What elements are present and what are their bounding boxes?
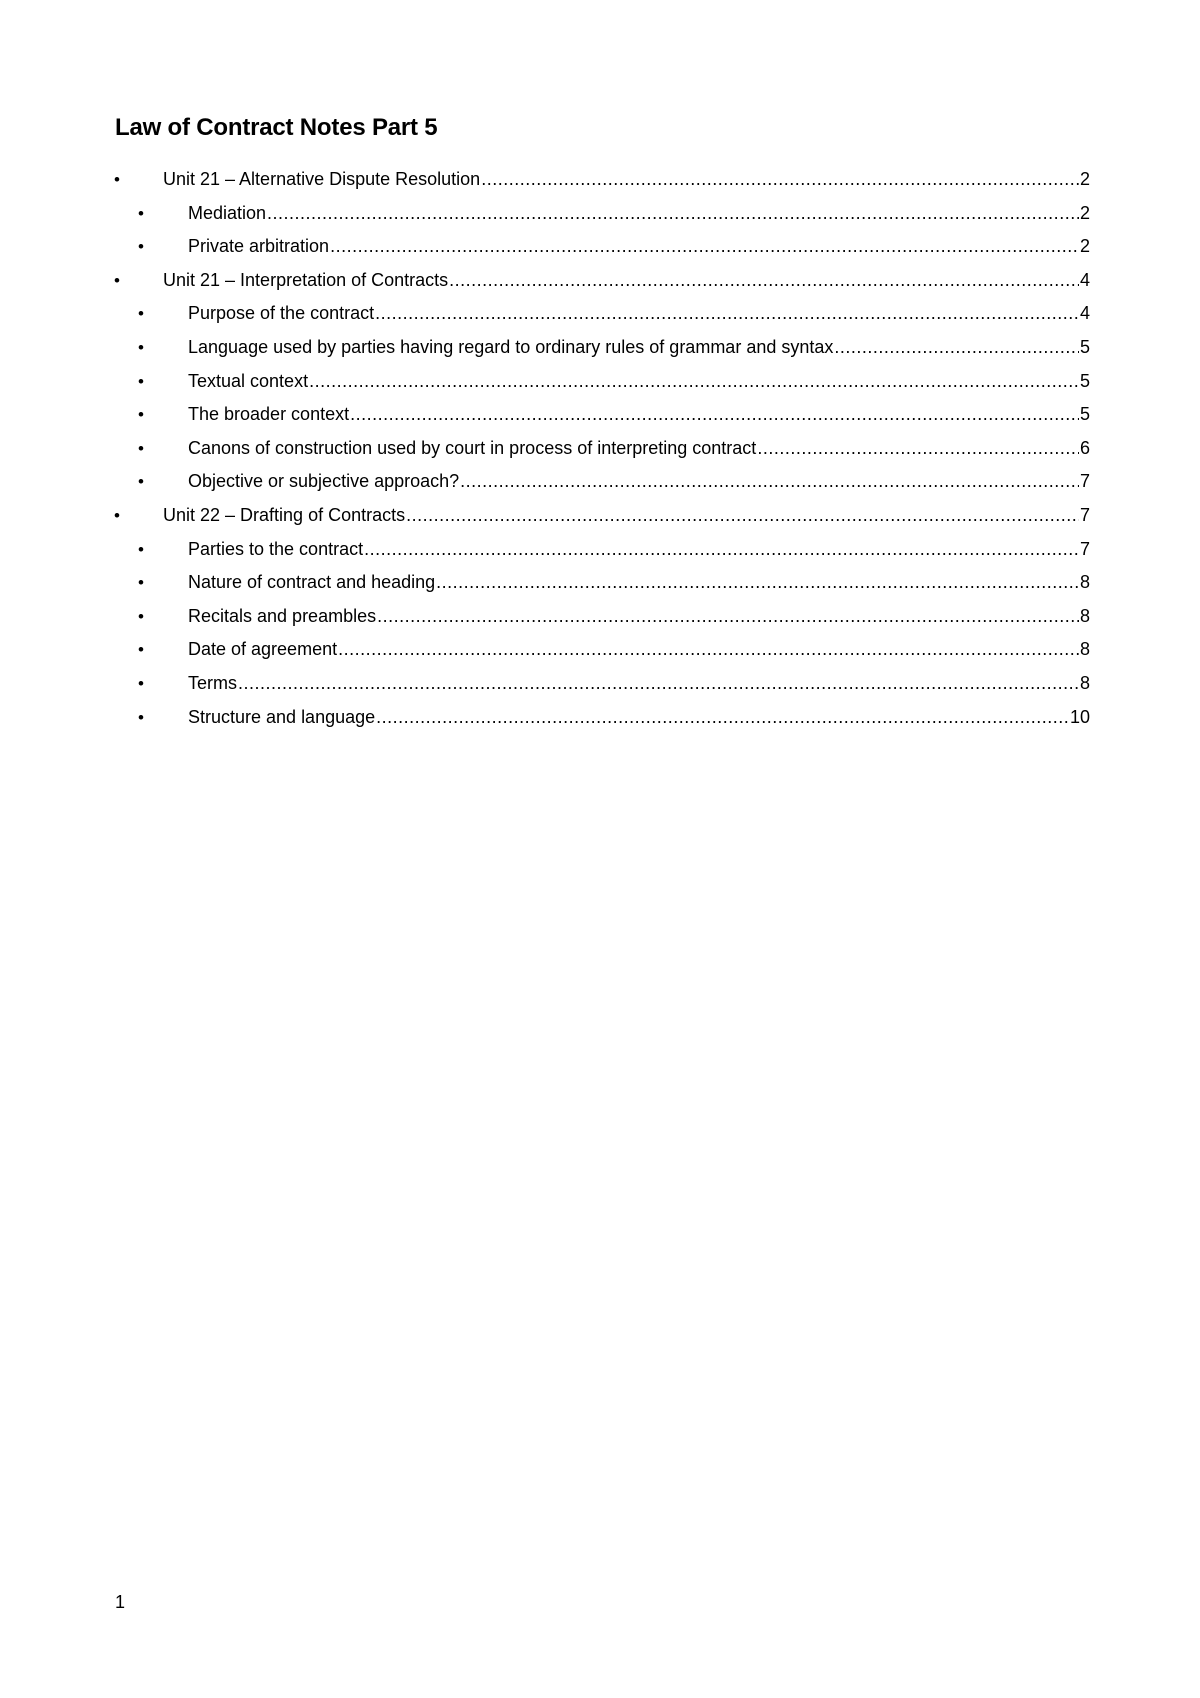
dot-leader — [460, 465, 1079, 499]
toc-entry[interactable] — [110, 566, 1090, 600]
dot-leader — [406, 499, 1079, 533]
toc-line — [188, 533, 1090, 567]
toc-line — [188, 701, 1090, 735]
dot-leader — [338, 633, 1079, 667]
toc-page-number: 7 — [1079, 504, 1090, 525]
toc-line — [188, 633, 1090, 667]
toc-entry-text: Textual context — [188, 370, 309, 391]
dot-leader — [350, 398, 1079, 432]
toc-page-number: 10 — [1069, 706, 1090, 727]
toc-entry[interactable] — [110, 432, 1090, 466]
toc-entry-text: Language used by parties having regard to ordinary rules of grammar and syntax — [188, 336, 834, 357]
toc-line — [163, 264, 1090, 298]
document-title: Law of Contract Notes Part 5 — [115, 114, 438, 141]
dot-leader — [757, 432, 1079, 466]
toc-entry-text: Private arbitration — [188, 236, 330, 257]
toc-entry-text: Purpose of the contract — [188, 303, 375, 324]
dot-leader — [376, 701, 1069, 735]
toc-line — [163, 163, 1090, 197]
toc-entry[interactable] — [110, 398, 1090, 432]
toc-page-number: 7 — [1079, 471, 1090, 492]
dot-leader — [309, 365, 1079, 399]
toc-page-number: 8 — [1079, 572, 1090, 593]
toc-entry-text: Parties to the contract — [188, 538, 364, 559]
toc-page-number: 8 — [1079, 639, 1090, 660]
bullet-icon: • — [114, 170, 120, 189]
toc-line — [188, 667, 1090, 701]
toc-line — [188, 566, 1090, 600]
toc-page-number: 2 — [1079, 202, 1090, 223]
toc-line — [188, 432, 1090, 466]
toc-page-number: 2 — [1079, 169, 1090, 189]
bullet-icon: • — [138, 640, 144, 660]
toc-entry[interactable] — [110, 600, 1090, 634]
toc-entry[interactable] — [110, 331, 1090, 365]
toc-entry-text: Nature of contract and heading — [188, 572, 436, 593]
toc-page-number: 5 — [1079, 404, 1090, 425]
toc-entry-text: Terms — [188, 672, 237, 693]
dot-leader — [834, 331, 1079, 365]
bullet-icon: • — [114, 505, 120, 525]
toc-page-number: 5 — [1079, 336, 1090, 357]
bullet-icon: • — [114, 270, 120, 290]
toc-entry[interactable] — [110, 667, 1090, 701]
toc-line — [188, 230, 1090, 264]
toc-entry[interactable] — [110, 365, 1090, 399]
bullet-icon: • — [138, 304, 144, 324]
dot-leader — [330, 230, 1079, 264]
toc-line — [188, 331, 1090, 365]
dot-leader — [481, 163, 1079, 197]
toc-line — [163, 499, 1090, 533]
page-number: 1 — [115, 1592, 126, 1612]
toc-entry-text: Date of agreement — [188, 639, 338, 660]
bullet-icon: • — [138, 472, 144, 492]
bullet-icon: • — [138, 539, 144, 559]
toc-page-number: 4 — [1079, 269, 1090, 290]
toc-entry-text: Recitals and preambles — [188, 605, 377, 626]
toc-entry-text: The broader context — [188, 404, 350, 425]
toc-line — [188, 465, 1090, 499]
toc-page-number: 7 — [1079, 538, 1090, 559]
toc-entry-text: Unit 22 – Drafting of Contracts — [163, 504, 406, 525]
bullet-icon: • — [138, 203, 144, 223]
toc-page-number: 2 — [1079, 236, 1090, 257]
dot-leader — [238, 667, 1079, 701]
bullet-icon: • — [138, 337, 144, 357]
dot-leader — [377, 600, 1079, 634]
toc-entry[interactable] — [110, 230, 1090, 264]
toc-entry[interactable] — [110, 499, 1090, 533]
toc-entry[interactable] — [110, 533, 1090, 567]
toc-line — [188, 398, 1090, 432]
toc-entry-text: Unit 21 – Interpretation of Contracts — [163, 269, 449, 290]
toc-page-number: 4 — [1079, 303, 1090, 324]
toc-page-number: 8 — [1079, 605, 1090, 626]
table-of-contents — [110, 163, 1090, 734]
toc-page-number: 5 — [1079, 370, 1090, 391]
toc-entry-text: Structure and language — [188, 706, 376, 727]
toc-line — [188, 297, 1090, 331]
toc-entry-text: Unit 21 – Alternative Dispute Resolution — [163, 169, 481, 189]
dot-leader — [436, 566, 1079, 600]
toc-entry[interactable] — [110, 701, 1090, 735]
bullet-icon: • — [138, 405, 144, 425]
toc-entry-text: Objective or subjective approach? — [188, 471, 460, 492]
toc-entry[interactable] — [110, 465, 1090, 499]
toc-entry[interactable] — [110, 633, 1090, 667]
bullet-icon: • — [138, 573, 144, 593]
toc-line — [188, 197, 1090, 231]
bullet-icon: • — [138, 606, 144, 626]
toc-entry[interactable] — [110, 197, 1090, 231]
bullet-icon: • — [138, 237, 144, 257]
dot-leader — [375, 297, 1079, 331]
dot-leader — [364, 533, 1079, 567]
toc-entry-text: Mediation — [188, 202, 267, 223]
toc-entry[interactable] — [110, 264, 1090, 298]
dot-leader — [449, 264, 1079, 298]
bullet-icon: • — [138, 673, 144, 693]
bullet-icon: • — [138, 371, 144, 391]
toc-page-number: 6 — [1079, 437, 1090, 458]
toc-entry[interactable] — [110, 163, 1090, 197]
toc-page-number: 8 — [1079, 672, 1090, 693]
toc-entry-text: Canons of construction used by court in process of interpreting contract — [188, 437, 757, 458]
dot-leader — [267, 197, 1079, 231]
bullet-icon: • — [138, 707, 144, 727]
toc-entry[interactable] — [110, 297, 1090, 331]
toc-line — [188, 600, 1090, 634]
bullet-icon: • — [138, 438, 144, 458]
toc-line — [188, 365, 1090, 399]
